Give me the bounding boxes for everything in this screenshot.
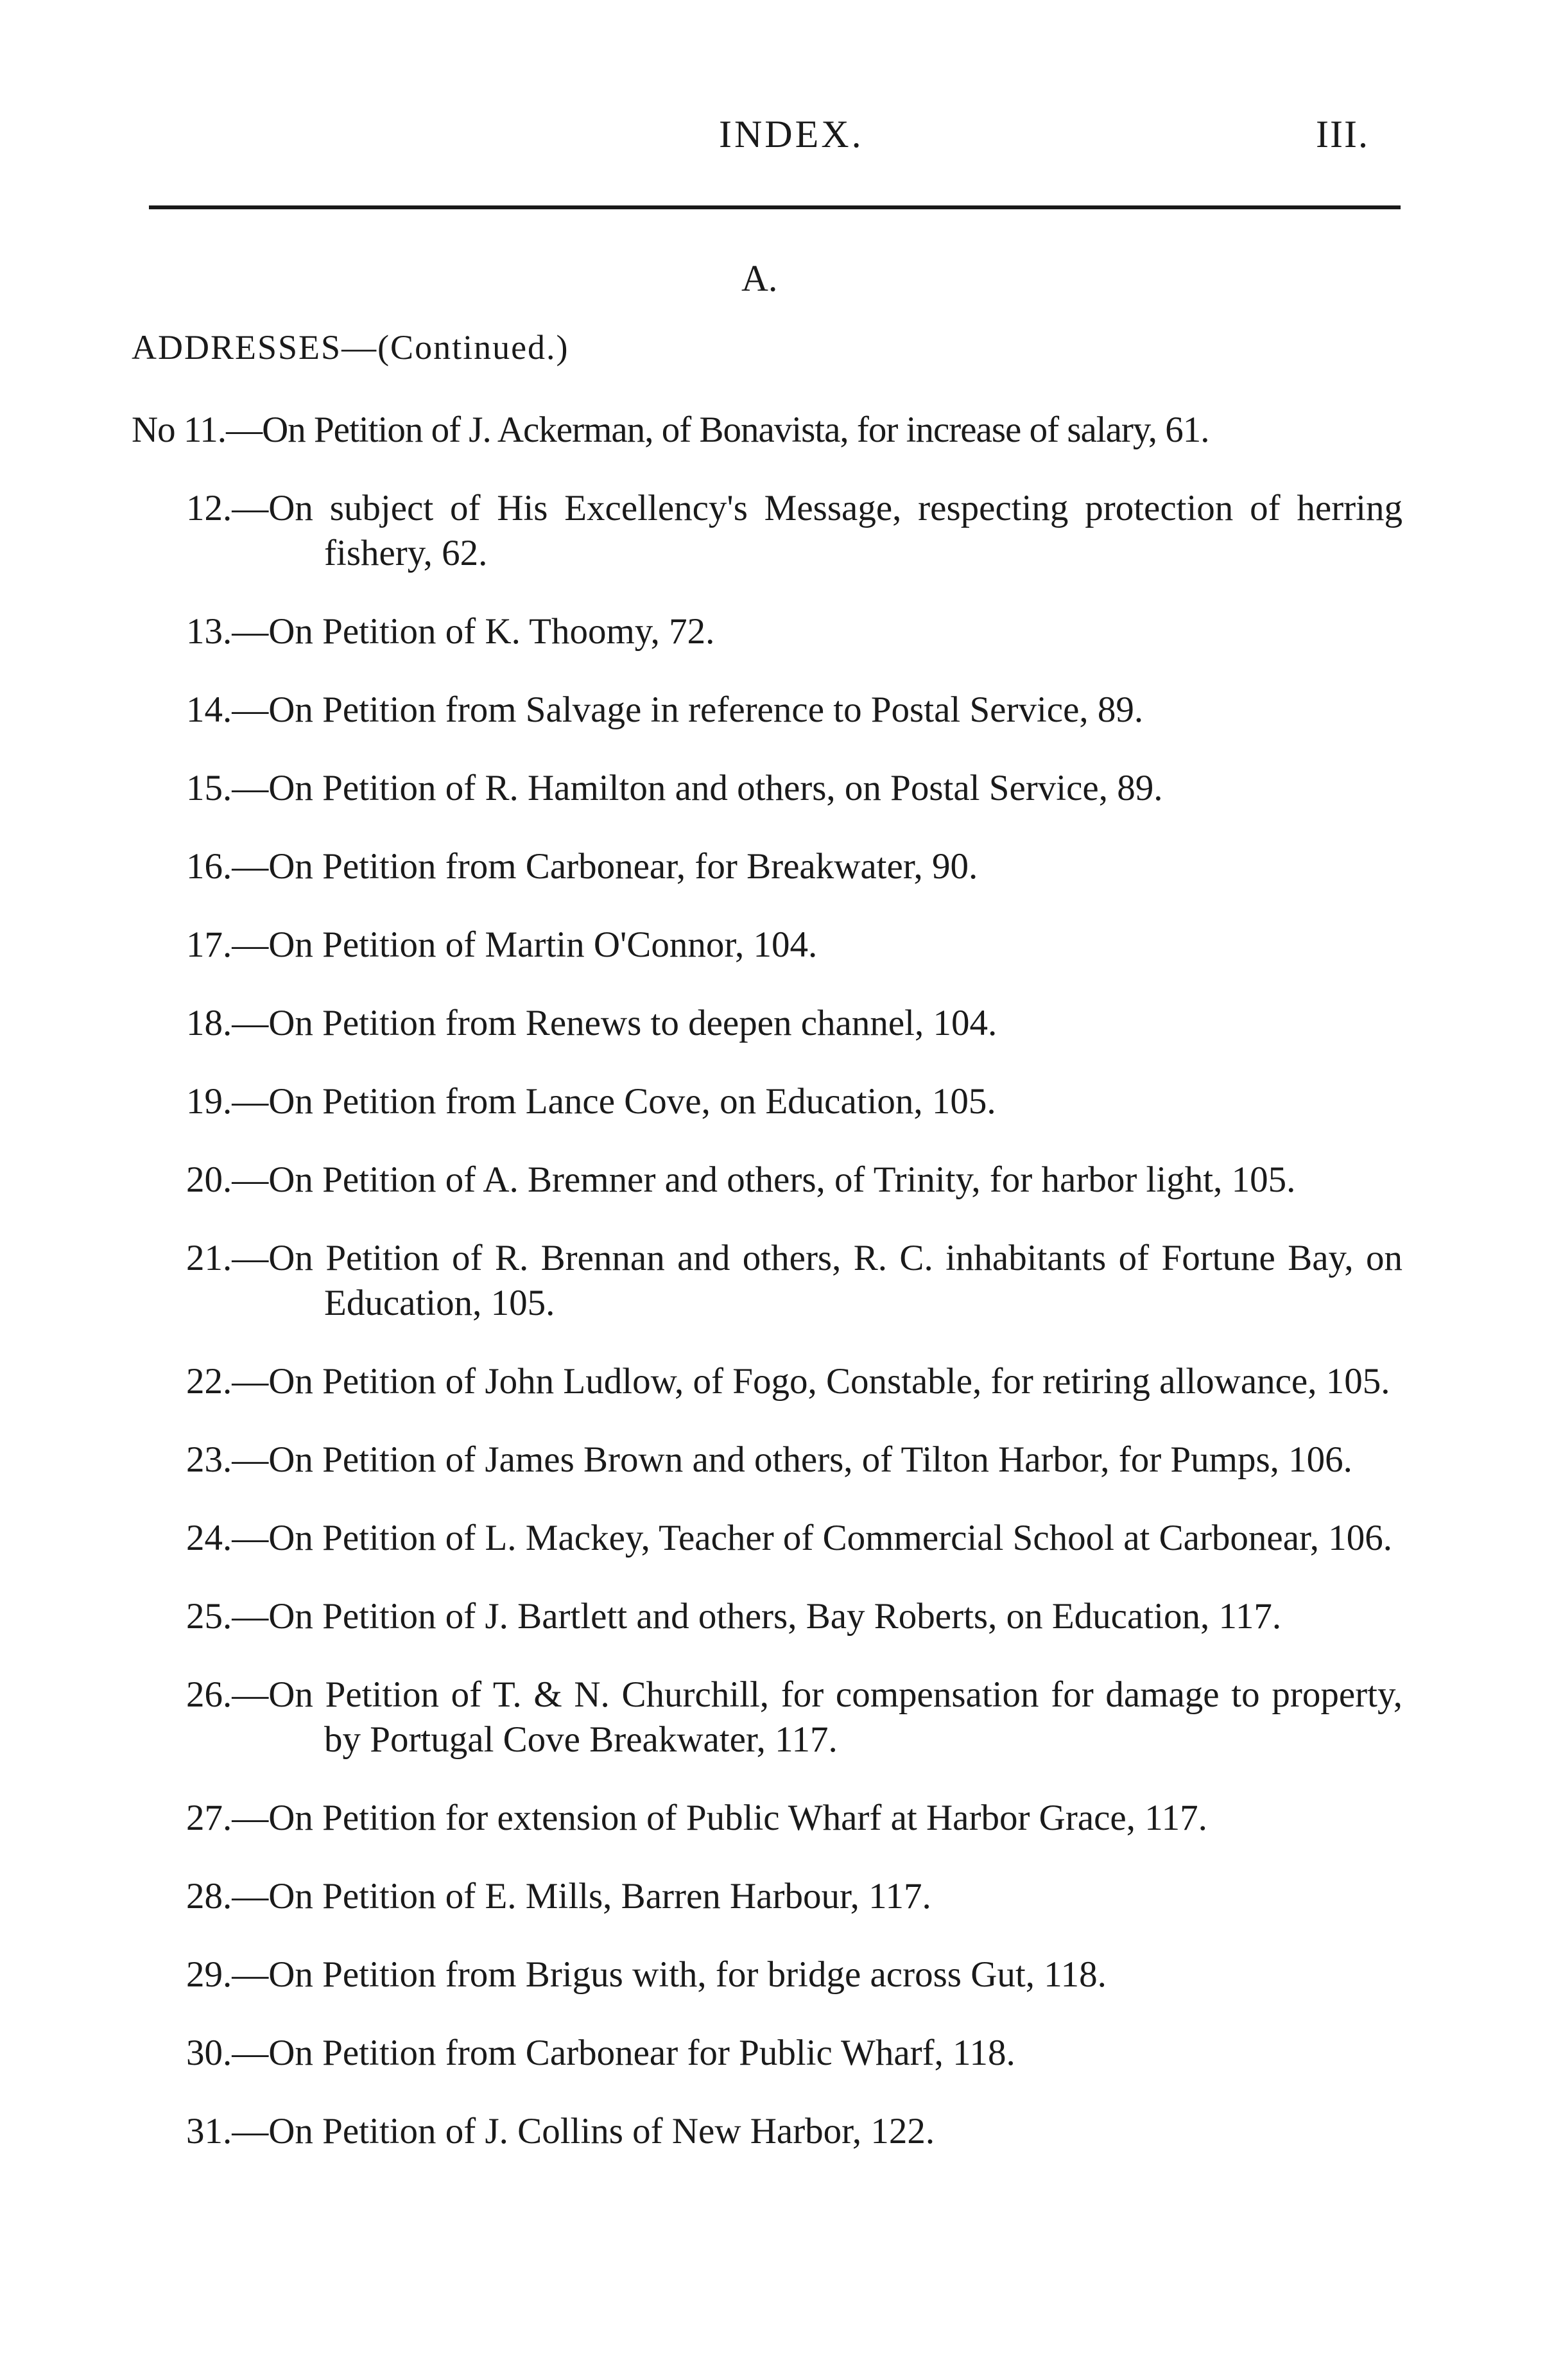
index-entry xyxy=(132,486,1403,576)
entry-text: —On Petition of R. Hamilton and others, on Postal Service, 89. xyxy=(232,768,1163,808)
entry-number: 13. xyxy=(186,611,232,652)
page-number: III. xyxy=(1316,113,1369,155)
entry-text: —On Petition of E. Mills, Barren Harbour, 117. xyxy=(232,1876,931,1916)
entry-text: —On Petition of L. Mackey, Teacher of Commercial School at Carbonear, 106. xyxy=(232,1518,1392,1558)
entry-number: 31. xyxy=(186,2111,232,2151)
entry-text: —On Petition of A. Bremner and others, of Trinity, for harbor light, 105. xyxy=(232,1160,1296,1200)
index-entry xyxy=(132,1594,1403,1639)
index-entry xyxy=(132,1001,1403,1046)
index-entry xyxy=(132,1158,1403,1203)
running-head xyxy=(0,112,1545,164)
entry-number: 27. xyxy=(186,1798,232,1838)
index-entry xyxy=(132,1874,1403,1919)
entry-number: 17. xyxy=(186,925,232,965)
entry-number: No 11. xyxy=(132,410,227,450)
entry-text: —On Petition for extension of Public Wharf at Harbor Grace, 117. xyxy=(232,1798,1207,1838)
entry-number: 20. xyxy=(186,1160,232,1200)
index-entry xyxy=(132,408,1403,453)
index-entry xyxy=(132,766,1403,811)
header-rule xyxy=(149,205,1401,209)
entry-number: 28. xyxy=(186,1876,232,1916)
index-entry xyxy=(132,923,1403,968)
index-entry xyxy=(132,1672,1403,1762)
entry-text: —On Petition from Carbonear, for Breakwater, 90. xyxy=(232,846,978,887)
entry-text: —On Petition from Lance Cove, on Education, 105. xyxy=(232,1081,996,1122)
entry-number: 16. xyxy=(186,846,232,887)
entry-number: 29. xyxy=(186,1954,232,1995)
entry-text: —On Petition of T. & N. Churchill, for compensation for damage to property, by Portugal Cove Breakwater, 117. xyxy=(232,1674,1403,1760)
entry-text: —On Petition of John Ludlow, of Fogo, Constable, for retiring allowance, 105. xyxy=(232,1361,1390,1402)
entry-text: —On Petition of Martin O'Connor, 104. xyxy=(232,925,818,965)
entry-number: 23. xyxy=(186,1439,232,1480)
entry-number: 14. xyxy=(186,690,232,730)
entry-number: 24. xyxy=(186,1518,232,1558)
entry-text: —On Petition of J. Collins of New Harbor, 122. xyxy=(232,2111,935,2151)
index-entry xyxy=(132,1796,1403,1841)
entry-number: 25. xyxy=(186,1596,232,1637)
entry-number: 26. xyxy=(186,1674,232,1715)
index-entries xyxy=(132,408,1403,2187)
entry-text: —On Petition of K. Thoomy, 72. xyxy=(232,611,715,652)
index-entry xyxy=(132,1952,1403,1997)
index-entry xyxy=(132,1236,1403,1326)
index-entry xyxy=(132,1438,1403,1482)
entry-text: —On Petition from Renews to deepen channel, 104. xyxy=(232,1003,997,1043)
running-title: INDEX. xyxy=(719,113,864,155)
entry-number: 21. xyxy=(186,1238,232,1278)
index-entry xyxy=(132,688,1403,733)
section-heading: ADDRESSES—(Continued.) xyxy=(132,328,569,367)
index-entry xyxy=(132,1359,1403,1404)
entry-text: —On subject of His Excellency's Message, respecting protection of herring fishery, 62. xyxy=(232,488,1403,573)
entry-text: —On Petition from Brigus with, for bridge across Gut, 118. xyxy=(232,1954,1107,1995)
section-letter: A. xyxy=(741,257,778,299)
entry-number: 30. xyxy=(186,2033,232,2073)
entry-number: 18. xyxy=(186,1003,232,1043)
entry-text: —On Petition of J. Bartlett and others, Bay Roberts, on Education, 117. xyxy=(232,1596,1282,1637)
entry-text: —On Petition of R. Brennan and others, R. C. inhabitants of Fortune Bay, on Education, 105. xyxy=(232,1238,1403,1323)
entry-text: —On Petition of James Brown and others, of Tilton Harbor, for Pumps, 106. xyxy=(232,1439,1352,1480)
index-entry xyxy=(132,2109,1403,2154)
entry-text: —On Petition from Salvage in reference to Postal Service, 89. xyxy=(232,690,1144,730)
entry-number: 19. xyxy=(186,1081,232,1122)
index-entry xyxy=(132,844,1403,889)
index-entry xyxy=(132,1079,1403,1124)
entry-text: —On Petition of J. Ackerman, of Bonavista, for increase of salary, 61. xyxy=(226,410,1209,450)
index-entry xyxy=(132,609,1403,654)
entry-number: 22. xyxy=(186,1361,232,1402)
index-entry xyxy=(132,1516,1403,1561)
entry-number: 15. xyxy=(186,768,232,808)
entry-text: —On Petition from Carbonear for Public Wharf, 118. xyxy=(232,2033,1015,2073)
index-entry xyxy=(132,2031,1403,2076)
entry-number: 12. xyxy=(186,488,232,528)
